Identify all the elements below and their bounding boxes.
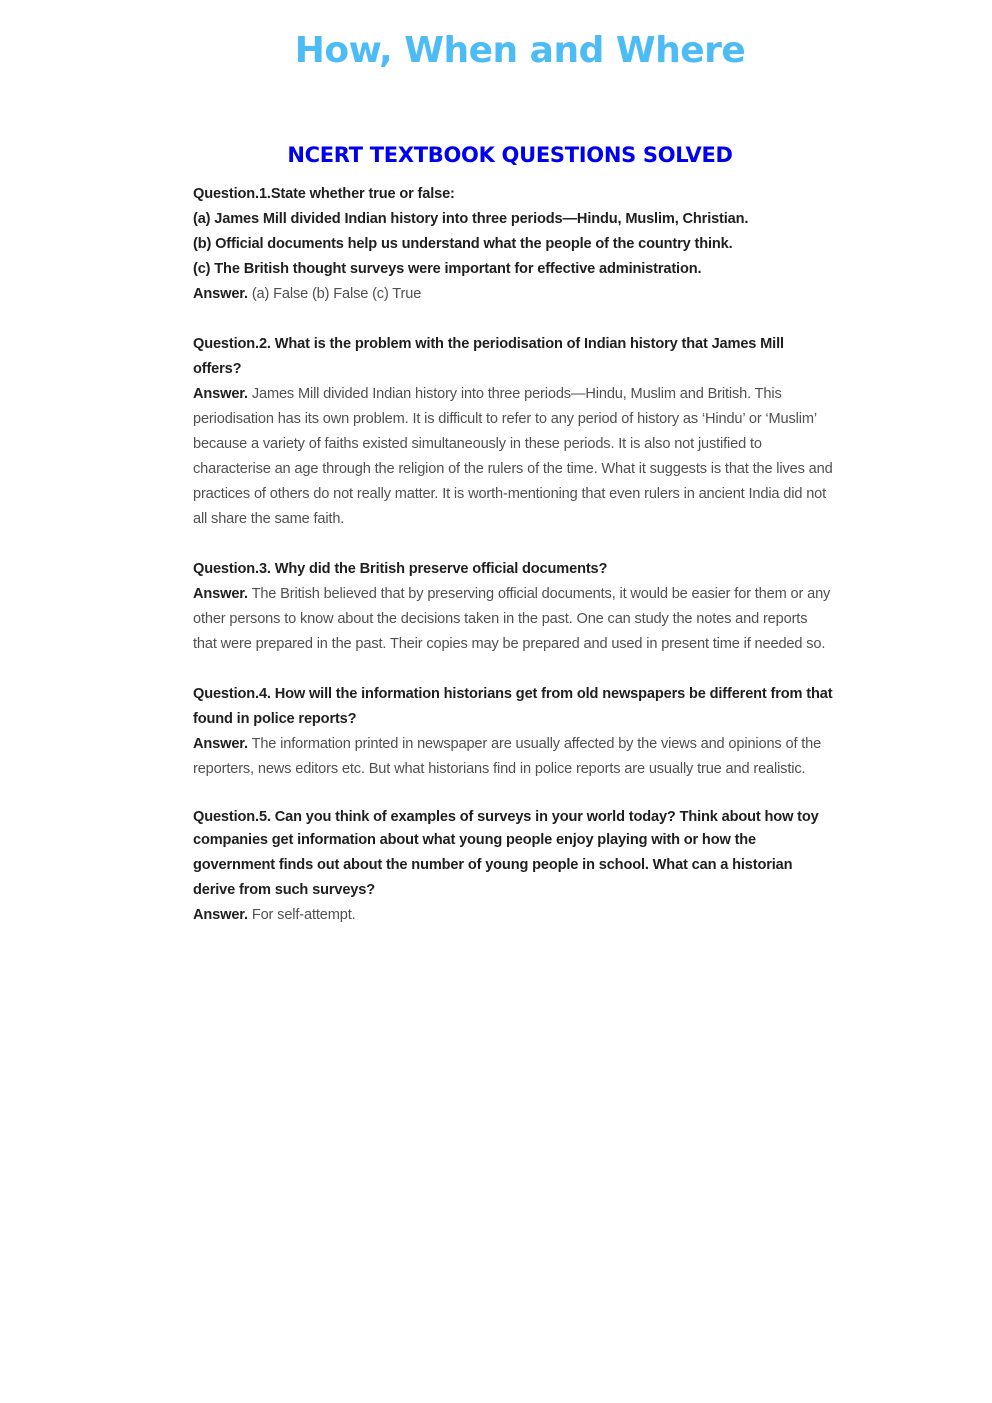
question-line: Question.3. Why did the British preserve official documents? <box>193 561 608 577</box>
answer-text: James Mill divided Indian history into three periods—Hindu, Muslim and British. This periodisation has its own problem. It is difficult to refer to any period of history as ‘Hindu’ or ‘Muslim’ because a variety of faiths existed simultaneously in these periods. It is also not justified to characterise an age through the religion of the rulers of the time. What it suggests is that the lives and practices of others do not really matter. It is worth-mentioning that even rulers in ancient India did not all share the same faith. <box>193 386 833 527</box>
question-block-5 <box>193 807 833 928</box>
answer <box>193 582 833 657</box>
answer <box>193 282 833 307</box>
section-heading: NCERT TEXTBOOK QUESTIONS SOLVED <box>287 143 733 167</box>
answer-text: The British believed that by preserving official documents, it would be easier for them or any other persons to know about the decisions taken in the past. One can study the notes and reports that were prepared in the past. Their copies may be prepared and used in present time if needed so. <box>193 586 831 652</box>
question-text <box>193 182 833 282</box>
answer-label: Answer. <box>193 386 248 402</box>
answer-text: (a) False (b) False (c) True <box>251 286 422 302</box>
question-block-4 <box>193 682 833 782</box>
question-text <box>193 807 833 903</box>
question-line: Question.5. Can you think of examples of surveys in your world today? Think about how toy <box>193 809 819 825</box>
question-text <box>193 682 833 732</box>
questions-list <box>193 182 833 953</box>
answer-text: For self-attempt. <box>251 907 356 923</box>
answer-label: Answer. <box>193 907 248 923</box>
answer-label: Answer. <box>193 286 248 302</box>
answer-label: Answer. <box>193 586 248 602</box>
question-option-c: (c) The British thought surveys were important for effective administration. <box>193 261 702 277</box>
question-block-3 <box>193 557 833 657</box>
answer <box>193 903 833 928</box>
question-block-1 <box>193 182 833 307</box>
question-block-2 <box>193 332 833 532</box>
question-line: Question.2. What is the problem with the periodisation of Indian history that James Mill offers? <box>193 336 784 377</box>
question-text <box>193 332 833 382</box>
chapter-title: How, When and Where <box>294 30 746 71</box>
answer <box>193 382 833 532</box>
answer <box>193 732 833 782</box>
question-option-a: (a) James Mill divided Indian history into three periods—Hindu, Muslim, Christian. <box>193 211 749 227</box>
answer-text: The information printed in newspaper are usually affected by the views and opinions of the reporters, news editors etc. But what historians find in police reports are usually true and realistic. <box>193 736 822 777</box>
question-line: Question.1.State whether true or false: <box>193 186 455 202</box>
question-option-b: (b) Official documents help us understand what the people of the country think. <box>193 236 733 252</box>
question-text <box>193 557 833 582</box>
question-line: Question.4. How will the information historians get from old newspapers be different from that found in police reports? <box>193 686 833 727</box>
question-line-continued: companies get information about what young people enjoy playing with or how the government finds out about the number of young people in school. What can a historian derive from such surveys? <box>193 832 793 898</box>
answer-label: Answer. <box>193 736 248 752</box>
